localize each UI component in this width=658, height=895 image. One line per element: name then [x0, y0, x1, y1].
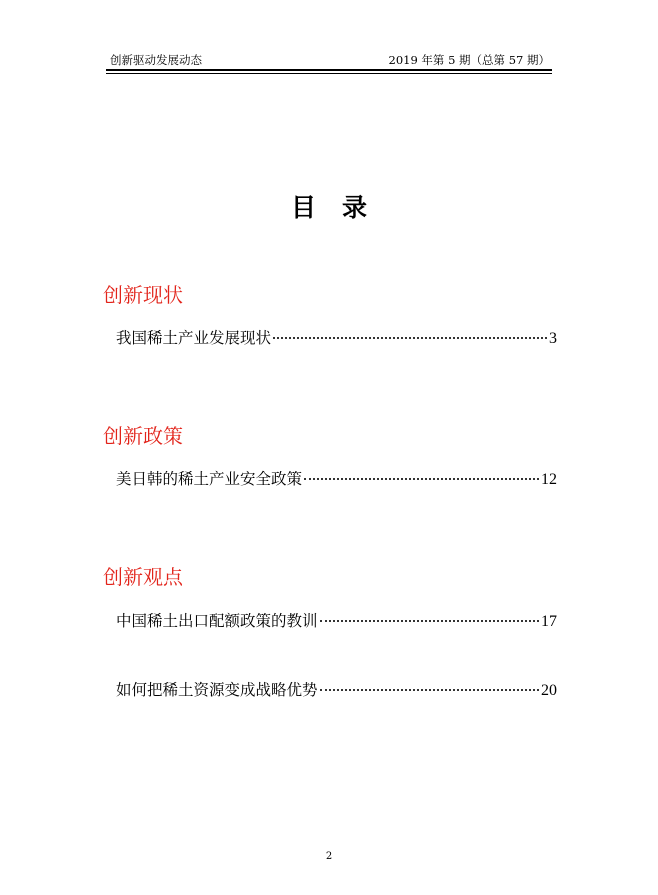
- section-heading-innovation-policy: 创新政策: [103, 424, 183, 448]
- toc-entry-page: 20: [541, 682, 557, 699]
- running-header: [106, 52, 552, 70]
- header-rule: [106, 69, 552, 74]
- section-heading-innovation-viewpoint: 创新观点: [103, 565, 183, 589]
- toc-entry[interactable]: [116, 326, 557, 348]
- toc-entry-label: 我国稀土产业发展现状: [116, 329, 272, 347]
- page-title: 目录: [290, 193, 393, 222]
- page-number: 2: [325, 851, 333, 862]
- section-heading-innovation-status: 创新现状: [103, 283, 183, 307]
- header-publication-name: 创新驱动发展动态: [110, 53, 202, 67]
- toc-entry-page: 17: [541, 613, 557, 630]
- toc-entry-label: 美日韩的稀土产业安全政策: [116, 470, 303, 488]
- dot-leader: [304, 478, 539, 480]
- toc-entry[interactable]: [116, 467, 557, 489]
- dot-leader: [273, 337, 547, 339]
- toc-entry-label: 如何把稀土资源变成战略优势: [116, 681, 318, 699]
- toc-entry[interactable]: [116, 678, 557, 700]
- toc-entry-page: 12: [541, 471, 557, 488]
- toc-entry-label: 中国稀土出口配额政策的教训: [116, 612, 318, 630]
- toc-entry[interactable]: [116, 609, 557, 631]
- dot-leader: [320, 689, 539, 691]
- dot-leader: [320, 620, 539, 622]
- toc-entry-page: 3: [549, 330, 557, 347]
- header-issue-info: 2019 年第 5 期（总第 57 期）: [388, 53, 550, 67]
